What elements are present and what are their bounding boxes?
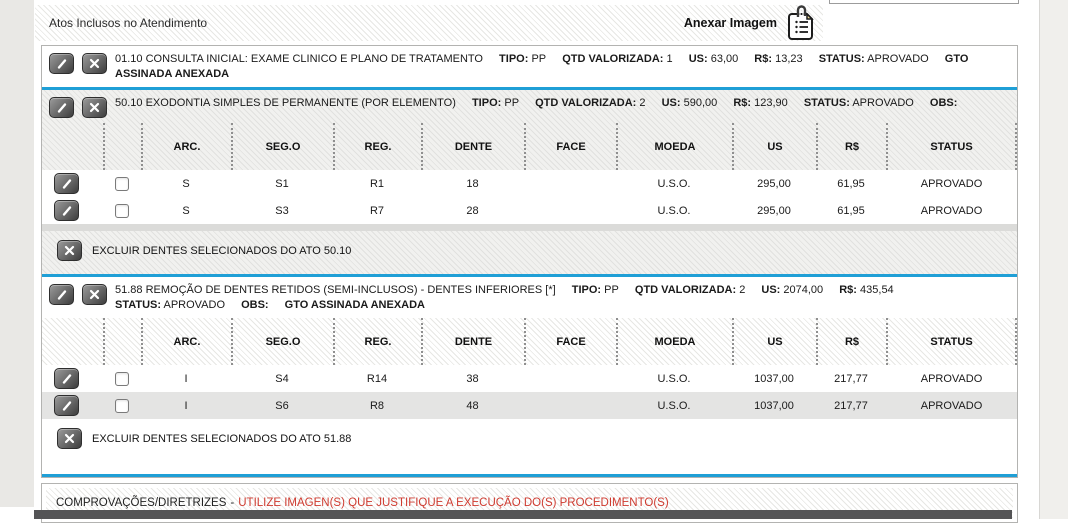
pencil-icon	[61, 205, 73, 217]
col-sego: SEG.O	[231, 123, 333, 170]
attach-note-icon[interactable]	[787, 5, 817, 41]
x-icon	[64, 433, 75, 444]
cell-reg: R7	[369, 204, 385, 217]
us-value: 2074,00	[783, 284, 824, 296]
qtd-label: QTD VALORIZADA:	[634, 284, 737, 296]
col-face: FACE	[524, 123, 616, 170]
cell-us: 1037,00	[754, 399, 794, 412]
col-dente: DENTE	[421, 123, 524, 170]
row-checkbox[interactable]	[115, 177, 129, 191]
act-summary	[115, 96, 1009, 111]
x-icon	[64, 245, 75, 256]
qtd-value: 1	[666, 53, 673, 65]
table-header-row	[42, 318, 1017, 365]
cell-us: 295,00	[757, 204, 791, 217]
cell-dente: 48	[466, 399, 479, 412]
bottom-dark-bar	[34, 510, 1012, 519]
page-title: Atos Inclusos no Atendimento	[49, 16, 208, 30]
rs-value: 13,23	[775, 53, 803, 65]
cell-face	[524, 197, 616, 224]
act-section-5010	[42, 90, 1017, 274]
col-reg: REG.	[333, 318, 421, 365]
obs-label: OBS:	[241, 299, 269, 311]
cell-moeda: U.S.O.	[657, 372, 691, 385]
col-sego: SEG.O	[231, 318, 333, 365]
anexar-imagem-button[interactable]	[684, 5, 817, 41]
excluir-label: EXCLUIR DENTES SELECIONADOS DO ATO 51.88	[92, 432, 352, 445]
obs-label: OBS:	[929, 97, 958, 109]
footer-separator: -	[230, 497, 235, 509]
qtd-label: QTD VALORIZADA:	[535, 97, 637, 109]
col-dente: DENTE	[421, 318, 524, 365]
cell-moeda: U.S.O.	[657, 399, 691, 412]
col-face: FACE	[524, 318, 616, 365]
excluir-label: EXCLUIR DENTES SELECIONADOS DO ATO 50.10	[92, 244, 352, 257]
qtd-value: 2	[639, 97, 646, 109]
us-label: US:	[761, 284, 781, 296]
tipo-value: PP	[504, 97, 520, 109]
tipo-value: PP	[604, 284, 619, 296]
cell-sego: S4	[275, 372, 289, 385]
cell-moeda: U.S.O.	[657, 204, 691, 217]
us-label: US:	[661, 97, 681, 109]
table-row	[42, 170, 1017, 197]
col-us: US	[732, 318, 816, 365]
qtd-label: QTD VALORIZADA:	[562, 53, 664, 65]
pencil-icon	[56, 289, 68, 301]
col-us: US	[732, 123, 816, 170]
act-code-text: 01.10 CONSULTA INICIAL: EXAME CLINICO E PLANO DE TRATAMENTO	[115, 53, 483, 65]
cell-us: 1037,00	[754, 372, 794, 385]
right-gutter	[1039, 0, 1068, 519]
cell-moeda: U.S.O.	[657, 177, 691, 190]
pencil-icon	[56, 102, 68, 114]
cell-dente: 28	[466, 204, 479, 217]
delete-act-button[interactable]	[82, 284, 107, 305]
col-empty	[103, 123, 141, 170]
col-status: STATUS	[886, 123, 1017, 170]
status-label: STATUS:	[115, 299, 162, 311]
edit-act-button[interactable]	[49, 53, 74, 74]
row-edit-button[interactable]	[54, 395, 79, 416]
table-row	[42, 365, 1017, 392]
qtd-value: 2	[739, 284, 746, 296]
status-value: APROVADO	[852, 97, 914, 109]
act-row-0110	[42, 46, 1017, 87]
tipo-label: TIPO:	[499, 53, 529, 65]
excluir-button[interactable]	[57, 240, 82, 261]
col-moeda: MOEDA	[616, 123, 732, 170]
row-edit-button[interactable]	[54, 368, 79, 389]
row-edit-button[interactable]	[54, 173, 79, 194]
cell-reg: R8	[369, 399, 385, 412]
us-value: 63,00	[710, 53, 739, 65]
table-row	[42, 197, 1017, 224]
cell-face	[524, 365, 616, 392]
anexar-imagem-label: Anexar Imagem	[683, 16, 777, 30]
excluir-button[interactable]	[57, 428, 82, 449]
col-empty	[42, 123, 103, 170]
col-arc: ARC.	[141, 318, 231, 365]
cell-status: APROVADO	[920, 399, 983, 412]
act-code-text: 50.10 EXODONTIA SIMPLES DE PERMANENTE (POR ELEMENTO)	[115, 97, 456, 109]
row-checkbox[interactable]	[115, 204, 129, 218]
dental-table-5010	[42, 123, 1017, 231]
cell-status: APROVADO	[920, 372, 983, 385]
cell-sego: S6	[275, 399, 289, 412]
cell-arc: I	[184, 372, 188, 385]
cell-us: 295,00	[757, 177, 791, 190]
blue-divider	[42, 474, 1017, 477]
gto-note: GTO ASSINADA ANEXADA	[284, 299, 426, 311]
act-summary	[115, 52, 1009, 82]
x-icon	[89, 289, 100, 300]
us-label: US:	[688, 53, 708, 65]
cell-dente: 18	[466, 177, 479, 190]
col-reg: REG.	[333, 123, 421, 170]
col-empty	[103, 318, 141, 365]
excluir-row	[42, 231, 1017, 274]
cell-rs: 61,95	[837, 177, 865, 190]
cell-dente: 38	[466, 372, 479, 385]
rs-value: 123,90	[754, 97, 788, 109]
cell-face	[524, 170, 616, 197]
cell-arc: S	[182, 177, 190, 190]
col-moeda: MOEDA	[616, 318, 732, 365]
pencil-icon	[61, 178, 73, 190]
col-rs: R$	[816, 123, 886, 170]
rs-value: 435,54	[860, 284, 894, 296]
status-label: STATUS:	[818, 53, 865, 65]
table-header-row	[42, 123, 1017, 170]
rs-label: R$:	[754, 53, 773, 65]
footer-warning: UTILIZE IMAGEN(S) QUE JUSTIFIQUE A EXECUÇÃO DO(S) PROCEDIMENTO(S)	[238, 497, 669, 509]
status-value: APROVADO	[163, 299, 226, 311]
tipo-label: TIPO:	[571, 284, 602, 296]
status-label: STATUS:	[803, 97, 850, 109]
atos-panel	[41, 45, 1018, 478]
row-checkbox[interactable]	[115, 399, 129, 413]
left-gutter	[0, 0, 34, 507]
us-value: 590,00	[683, 97, 718, 109]
footer-title: COMPROVAÇÕES/DIRETRIZES	[56, 497, 227, 509]
dental-table-5188	[42, 318, 1017, 419]
cell-arc: S	[182, 204, 190, 217]
cell-reg: R1	[369, 177, 385, 190]
gto-note: GTO ASSINADA ANEXADA	[115, 53, 969, 80]
cell-status: APROVADO	[920, 177, 983, 190]
pencil-icon	[61, 400, 73, 412]
cell-rs: 217,77	[834, 372, 868, 385]
col-arc: ARC.	[141, 123, 231, 170]
section-header-bar	[35, 5, 823, 41]
col-status: STATUS	[886, 318, 1017, 365]
cell-rs: 217,77	[834, 399, 868, 412]
cell-rs: 61,95	[837, 204, 865, 217]
table-bottom-gap	[42, 224, 1017, 231]
row-edit-button[interactable]	[54, 200, 79, 221]
status-value: APROVADO	[867, 53, 929, 65]
cell-sego: S3	[275, 204, 289, 217]
col-empty	[42, 318, 103, 365]
x-icon	[89, 58, 100, 69]
pencil-icon	[56, 58, 68, 70]
cell-arc: I	[184, 399, 188, 412]
act-code-text: 51.88 REMOÇÃO DE DENTES RETIDOS (SEMI-INCLUSOS) - DENTES INFERIORES [*]	[115, 284, 556, 296]
delete-act-button[interactable]	[82, 97, 107, 118]
edit-act-button[interactable]	[49, 284, 74, 305]
rs-label: R$:	[839, 284, 857, 296]
x-icon	[89, 102, 100, 113]
col-rs: R$	[816, 318, 886, 365]
edit-act-button[interactable]	[49, 97, 74, 118]
tipo-value: PP	[531, 53, 547, 65]
cell-sego: S1	[275, 177, 289, 190]
cell-reg: R14	[366, 372, 388, 385]
act-section-5188	[42, 277, 1017, 462]
pencil-icon	[61, 373, 73, 385]
delete-act-button[interactable]	[82, 53, 107, 74]
tipo-label: TIPO:	[471, 97, 502, 109]
act-row-5188	[42, 277, 1017, 318]
top-cutoff-box	[829, 0, 1019, 4]
excluir-row	[42, 419, 1017, 462]
rs-label: R$:	[733, 97, 752, 109]
cell-face	[524, 392, 616, 419]
act-summary	[115, 283, 1009, 313]
row-checkbox[interactable]	[115, 372, 129, 386]
cell-status: APROVADO	[920, 204, 983, 217]
table-row	[42, 392, 1017, 419]
act-row-5010	[42, 90, 1017, 123]
